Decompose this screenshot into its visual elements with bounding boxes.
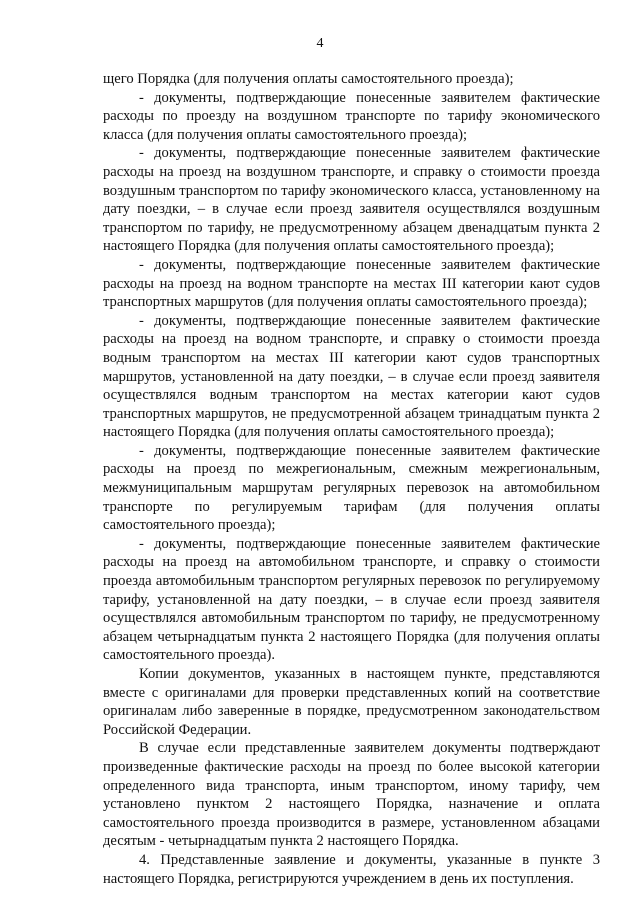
- paragraph-copies-of-documents: Копии документов, указанных в настоящем пункте, представляются вместе с оригиналами для проверки представленных копий на соответствие оригиналам либо заверенные в порядке, предусмотренном законодательством Российской Федерации.: [103, 666, 600, 738]
- document-body: [103, 70, 600, 888]
- list-item-road-tariff-certificate: - документы, подтверждающие понесенные заявителем фактические расходы на проезд на автомобильном транспорте, и справку о стоимости проезда автомобильным транспортом регулярных перевозок по регулируемому тарифу, установленной на дату поездки, – в случае если проезд заявителя осуществлялся автомобильным транспортом по тарифу, не предусмотренному абзацем четырнадцатым пункта 2 настоящего Порядка (для получения оплаты самостоятельного проезда).: [103, 535, 600, 664]
- list-item-air-tariff-certificate: - документы, подтверждающие понесенные заявителем фактические расходы на проезд на воздушном транспорте, и справку о стоимости проезда воздушным транспортом по тарифу экономического класса, установленному на дату поездки, – в случае если проезд заявителя осуществлялся воздушным транспортом по тарифу, не предусмотренному абзацем двенадцатым пункта 2 настоящего Порядка (для получения оплаты самостоятельного проезда);: [103, 145, 600, 255]
- paragraph-item-4-registration: 4. Представленные заявление и документы, указанные в пункте 3 настоящего Порядка, регистрируются учреждением в день их поступления.: [103, 851, 600, 887]
- paragraph-higher-category-payment: В случае если представленные заявителем документы подтверждают произведенные фактические расходы на проезд по более высокой категории определенного вида транспорта, иным транспортом, иному тарифу, чем установлено пунктом 2 настоящего Порядка, назначение и оплата самостоятельного проезда производится в размере, установленном абзацами десятым - четырнадцатым пункта 2 настоящего Порядка.: [103, 740, 600, 850]
- list-item-road-regulated-documents: - документы, подтверждающие понесенные заявителем фактические расходы на проезд по межрегиональным, смежным межрегиональным, межмуниципальным маршрутам регулярных перевозок на автомобильном транспорте по регулируемым тарифам (для получения оплаты самостоятельного проезда);: [103, 442, 600, 534]
- list-item-water-tariff-certificate: - документы, подтверждающие понесенные заявителем фактические расходы на проезд на водном транспорте, и справку о стоимости проезда водным транспортом на местах III категории кают судов транспортных маршрутов, установленной на дату поездки, – в случае если проезд заявителя осуществлялся водным транспортом на местах категории кают судов транспортных маршрутов, не предусмотренной абзацем тринадцатым пункта 2 настоящего Порядка (для получения оплаты самостоятельного проезда);: [103, 312, 600, 441]
- page-number: 4: [316, 36, 324, 51]
- list-item-air-economy-documents: - документы, подтверждающие понесенные заявителем фактические расходы по проезду на воздушном транспорте по тарифу экономического класса (для получения оплаты самостоятельного проезда);: [103, 89, 600, 143]
- list-item-water-category-documents: - документы, подтверждающие понесенные заявителем фактические расходы на проезд на водном транспорте на местах III категории кают судов транспортных маршрутов (для получения оплаты самостоятельного проезда);: [103, 256, 600, 311]
- paragraph-continuation: щего Порядка (для получения оплаты самостоятельного проезда);: [103, 71, 514, 87]
